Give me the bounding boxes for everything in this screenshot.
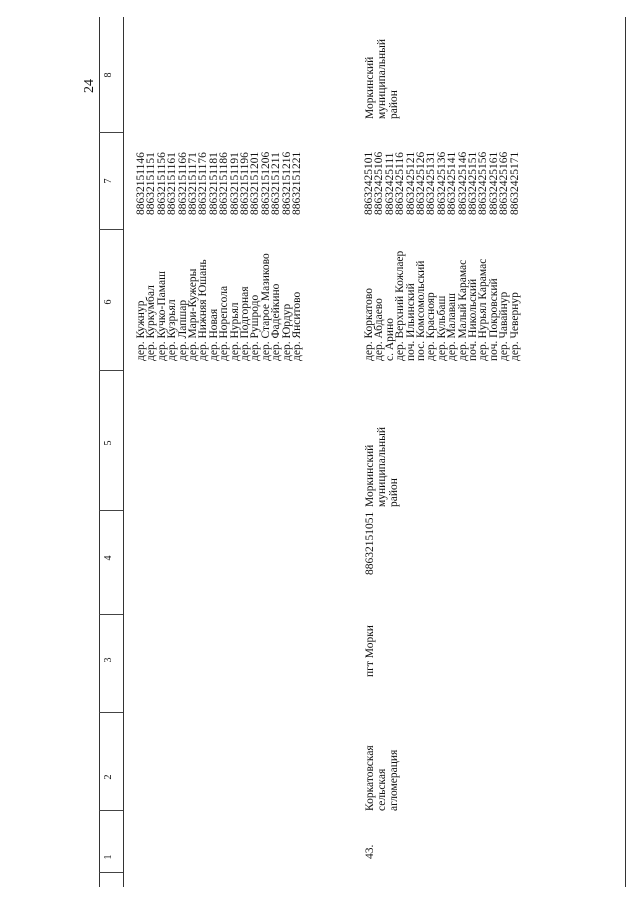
oktmo-code: 88632151201 [249, 151, 262, 215]
settlement-name: поч. Ильинский [404, 283, 417, 361]
settlement-name: поч. Покровский [487, 278, 500, 361]
settlement-name: дер. Новая [207, 308, 220, 361]
oktmo-code: 88632425131 [425, 151, 438, 215]
column-header: 2 [103, 774, 114, 780]
row43-settlements-list [364, 251, 520, 361]
oktmo-code: 88632151151 [145, 152, 158, 215]
table-top-border [99, 17, 100, 887]
settlement-name: дер. Нурьял [228, 302, 241, 361]
row43-codes-list [364, 152, 520, 215]
column-divider [99, 370, 123, 371]
oktmo-code: 88632425101 [363, 151, 375, 215]
oktmo-code: 88632151216 [280, 151, 293, 215]
column-divider [99, 810, 123, 811]
settlement-name: дер. Малаваш [446, 293, 459, 361]
column-header: 1 [103, 854, 114, 860]
oktmo-code: 88632425166 [498, 151, 511, 215]
settlement-name: дер. Кульбаш [435, 295, 448, 361]
oktmo-code: 88632151146 [135, 152, 147, 215]
settlement-name: дер. Абдаево [373, 298, 386, 361]
oktmo-code: 88632151206 [259, 151, 272, 215]
oktmo-code: 88632151181 [207, 152, 220, 215]
settlement-name: дер. Старое Мазиково [259, 253, 272, 361]
column-header: 7 [103, 178, 114, 184]
center-district: Моркинский муниципальный район [364, 426, 400, 507]
settlement-name: дер. Кучко-Памаш [155, 271, 168, 361]
oktmo-code: 88632151211 [270, 152, 283, 215]
settlement-name: дер. Рушродо [249, 294, 262, 361]
settlement-name: поч. Никольский [467, 278, 480, 361]
settlement-name: дер. Малый Карамас [456, 259, 469, 361]
column-divider [99, 132, 123, 133]
block1-codes-list [136, 152, 303, 215]
oktmo-code: 88632425156 [477, 151, 490, 215]
column-divider [99, 229, 123, 230]
center-settlement: пгт Морки [364, 625, 376, 677]
column-header: 5 [103, 440, 114, 446]
column-divider [99, 510, 123, 511]
settlement-name: пос. Комсомольский [415, 260, 428, 361]
oktmo-code: 88632425146 [456, 151, 469, 215]
district-name: Моркинский муниципальный район [364, 38, 400, 119]
column-header: 4 [103, 555, 114, 561]
page-number: 24 [82, 79, 97, 93]
settlement-name: дер. Чевернур [508, 292, 521, 361]
column-divider [99, 614, 123, 615]
oktmo-code: 88632151156 [155, 152, 168, 215]
settlement-name: дер. Фадейкино [270, 283, 283, 361]
agglomeration-name: Коркатовская сельская агломерация [364, 745, 400, 811]
settlement-name: дер. Краснояр [425, 292, 438, 361]
oktmo-code: 88632425111 [383, 152, 396, 215]
settlement-name: с. Арино [383, 318, 396, 361]
oktmo-code: 88632425136 [435, 151, 448, 215]
oktmo-code: 88632425151 [467, 151, 480, 215]
settlement-name: дер. Лапшар [176, 299, 189, 361]
oktmo-code: 88632151166 [176, 152, 189, 215]
settlement-name: дер. Верхний Кожлаер [394, 250, 407, 361]
table-bottom-border [625, 17, 626, 887]
column-header: 6 [103, 299, 114, 305]
settlement-name: дер. Норепсола [218, 285, 231, 361]
oktmo-code: 88632151196 [239, 152, 252, 215]
settlement-name: дер. Юрдур [280, 303, 293, 361]
column-header: 3 [103, 657, 114, 663]
oktmo-code: 88632425171 [508, 151, 521, 215]
settlement-name: дер. Мари-Кужеры [187, 268, 200, 361]
settlement-name: дер. Кужнур [135, 300, 147, 361]
oktmo-code: 88632425106 [373, 151, 386, 215]
settlement-name: дер. Нижняя Юшань [197, 259, 210, 361]
oktmo-code: 88632151186 [218, 152, 231, 215]
oktmo-code: 88632151161 [166, 152, 179, 215]
oktmo-code: 88632425141 [446, 151, 459, 215]
settlement-name: дер. Куркумбал [145, 285, 158, 361]
header-bottom-border [123, 17, 124, 887]
oktmo-code: 88632151171 [187, 152, 200, 215]
settlement-name: дер. Нурьял Карамас [477, 258, 490, 361]
column-divider [99, 712, 123, 713]
oktmo-code: 88632151176 [197, 152, 210, 215]
settlement-name: дер. Чавайнур [498, 291, 511, 361]
settlement-name: дер. Коркатово [363, 288, 375, 361]
settlement-name: дер. Янситово [291, 291, 304, 361]
oktmo-code: 88632425161 [487, 151, 500, 215]
oktmo-code: 88632151191 [228, 152, 241, 215]
oktmo-code: 88632425116 [394, 152, 407, 215]
block1-settlements-list [136, 253, 303, 361]
oktmo-code: 88632151221 [291, 151, 304, 215]
center-oktmo-code: 88632151051 [364, 511, 376, 575]
oktmo-code: 88632425121 [404, 151, 417, 215]
row-number: 43. [364, 844, 376, 859]
settlement-name: дер. Кузрьял [166, 299, 179, 361]
column-divider [99, 872, 123, 873]
column-header: 8 [103, 72, 114, 78]
oktmo-code: 88632425126 [415, 151, 428, 215]
settlement-name: дер. Подгорная [239, 286, 252, 361]
